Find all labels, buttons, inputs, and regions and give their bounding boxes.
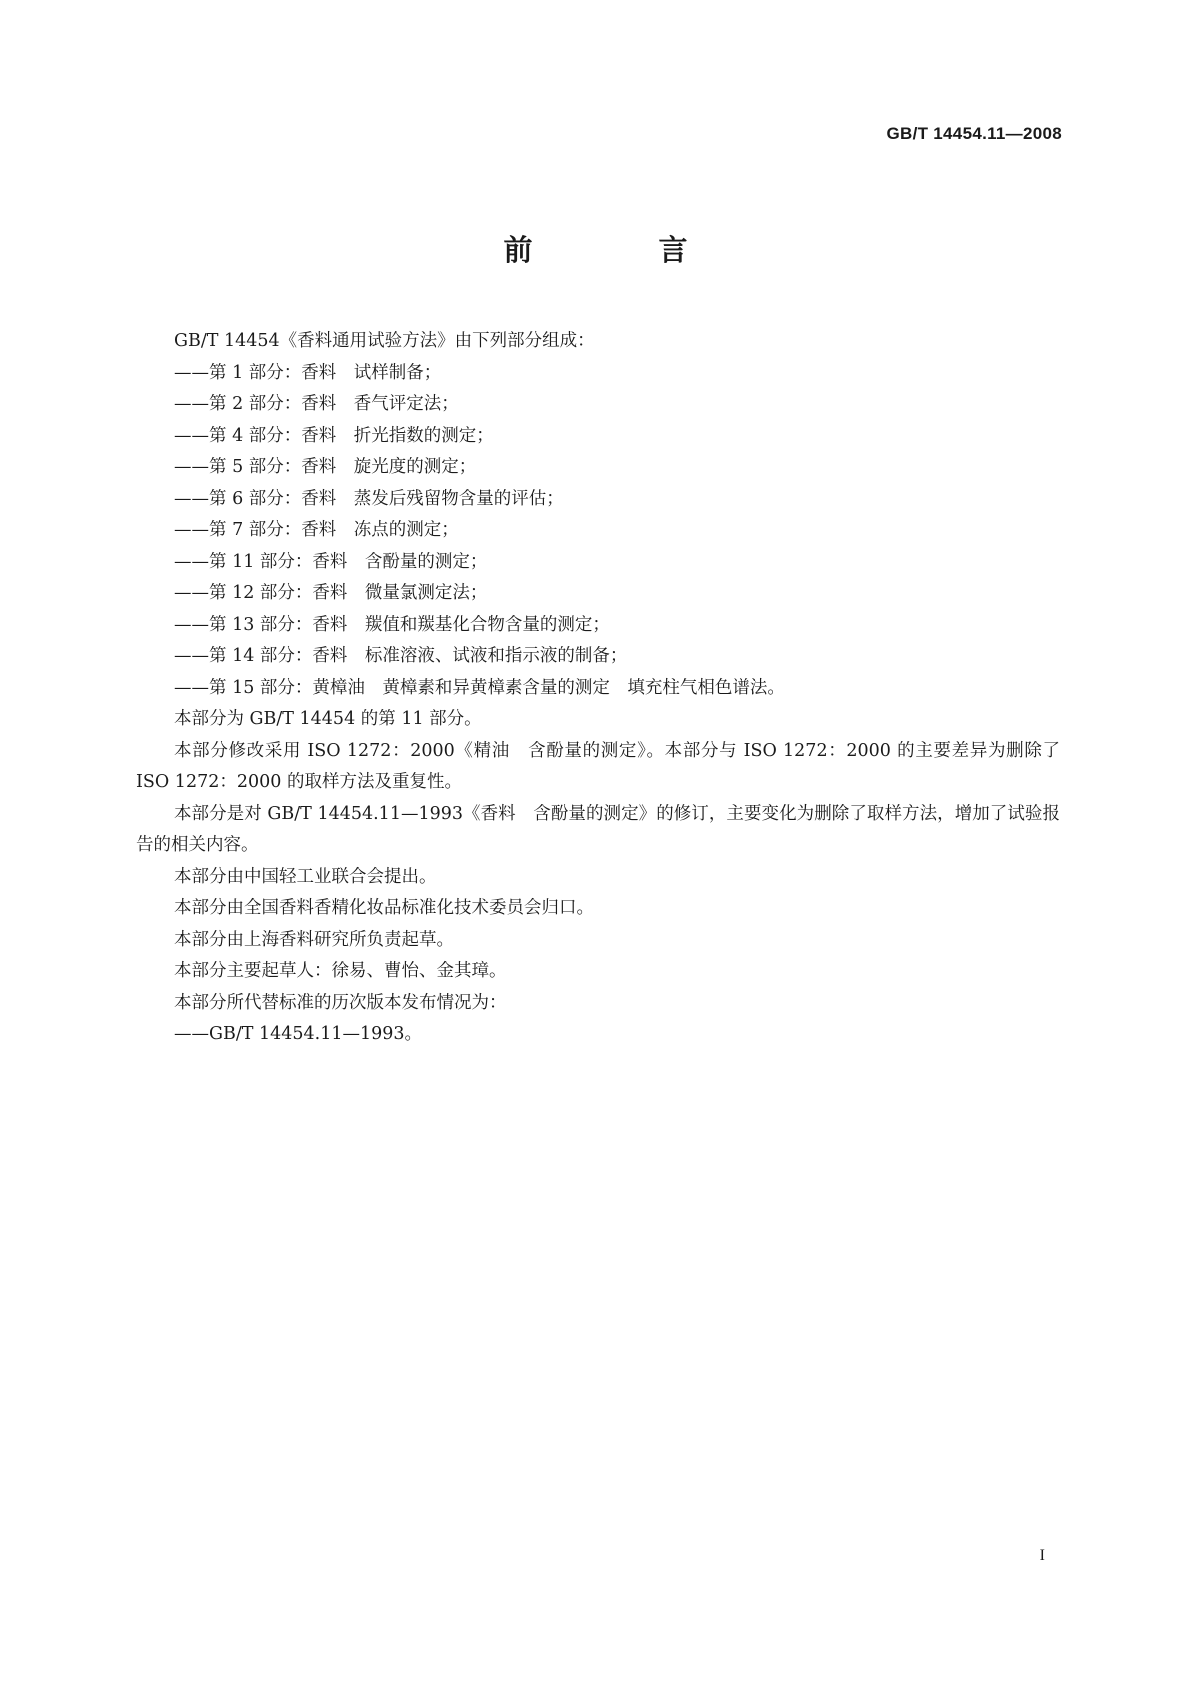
paragraph-iso-adoption: 本部分修改采用 ISO 1272：2000《精油 含酚量的测定》。本部分与 ISO 1272：2000 的主要差异为删除了 ISO 1272：2000 的取样方法及重复性。 (136, 740, 1060, 792)
part-list-item: ——第 6 部分：香料 蒸发后残留物含量的评估； (174, 488, 564, 509)
paragraph-previous-editions: 本部分所代替标准的历次版本发布情况为： (174, 992, 507, 1013)
part-list-item: ——第 7 部分：香料 冻点的测定； (174, 520, 459, 540)
page-title: 前 言 (503, 233, 746, 267)
intro-line: GB/T 14454《香料通用试验方法》由下列部分组成： (174, 331, 595, 351)
part-list-item: ——第 1 部分：香料 试样制备； (174, 362, 442, 383)
paragraph-drafting-unit: 本部分由上海香料研究所负责起草。 (174, 929, 454, 950)
paragraph-committee: 本部分由全国香料香精化妆品标准化技术委员会归口。 (174, 898, 594, 918)
paragraph-proposer: 本部分由中国轻工业联合会提出。 (174, 866, 437, 887)
paragraph-part-number: 本部分为 GB/T 14454 的第 11 部分。 (174, 709, 482, 729)
page-number: I (1039, 1547, 1045, 1564)
previous-version-item: ——GB/T 14454.11—1993。 (174, 1024, 423, 1044)
part-list-item: ——第 2 部分：香料 香气评定法； (174, 394, 459, 414)
standard-code: GB/T 14454.11—2008 (886, 124, 1062, 143)
paragraph-drafters: 本部分主要起草人：徐易、曹怡、金其璋。 (174, 961, 507, 981)
part-list-item: ——第 13 部分：香料 羰值和羰基化合物含量的测定； (174, 614, 610, 635)
part-list-item: ——第 15 部分：黄樟油 黄樟素和异黄樟素含量的测定 填充柱气相色谱法。 (174, 677, 785, 698)
paragraph-revision: 本部分是对 GB/T 14454.11—1993《香料 含酚量的测定》的修订，主要变化为删除了取样方法，增加了试验报告的相关内容。 (136, 803, 1060, 855)
foreword-body (136, 326, 1060, 1051)
part-list-item: ——第 11 部分：香料 含酚量的测定； (174, 551, 488, 572)
part-list-item: ——第 12 部分：香料 微量氯测定法； (174, 583, 488, 603)
part-list-item: ——第 14 部分：香料 标准溶液、试液和指示液的制备； (174, 646, 628, 666)
part-list-item: ——第 4 部分：香料 折光指数的测定； (174, 425, 494, 446)
part-list-item: ——第 5 部分：香料 旋光度的测定； (174, 457, 477, 477)
